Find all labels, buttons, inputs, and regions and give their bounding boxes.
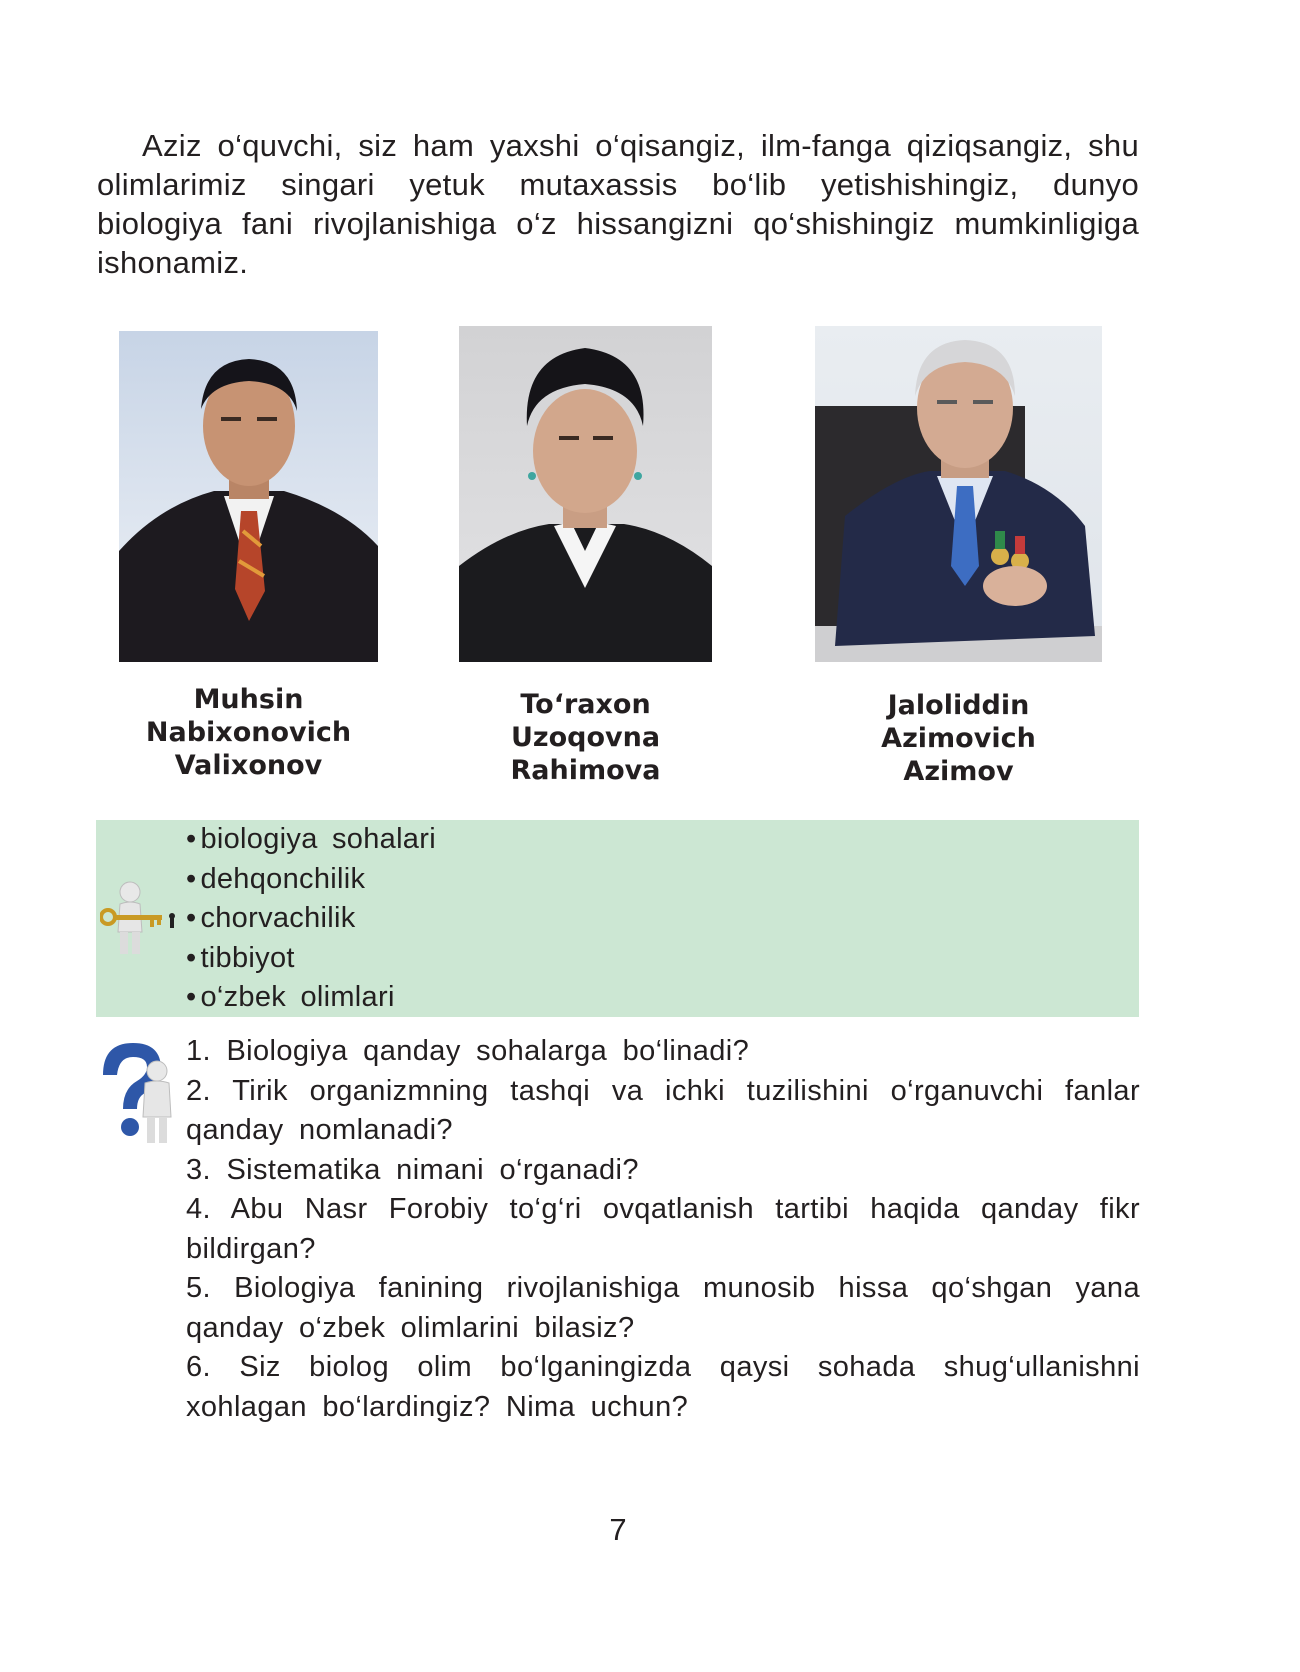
page-number: 7 bbox=[609, 1512, 627, 1547]
question-item: 3. Sistematika nimani o‘rganadi? bbox=[186, 1153, 639, 1186]
question-item: 4. Abu Nasr Forobiy to‘g‘ri ovqatlanish tartibi haqida qanday fikr bildirgan? bbox=[186, 1193, 1140, 1265]
list-item: • chorvachilik bbox=[186, 899, 436, 939]
caption-scientist-3 bbox=[815, 689, 1102, 788]
caption-line: Nabixonovich bbox=[145, 717, 352, 748]
caption-line: Azimov bbox=[903, 756, 1014, 787]
question-person-icon bbox=[95, 1037, 180, 1148]
caption-line: Valixonov bbox=[174, 750, 323, 781]
list-item: • biologiya sohalari bbox=[186, 820, 436, 860]
key-person-icon bbox=[100, 880, 178, 958]
caption-scientist-1 bbox=[119, 683, 378, 782]
questions-list bbox=[186, 1032, 1140, 1427]
caption-line: Rahimova bbox=[510, 755, 661, 786]
caption-scientist-2 bbox=[459, 688, 712, 787]
portrait-photo-rahimova bbox=[459, 326, 712, 662]
question-item: 1. Biologiya qanday sohalarga bo‘linadi? bbox=[186, 1035, 750, 1067]
caption-line: Uzoqovna bbox=[510, 722, 661, 753]
caption-line: Jaloliddin bbox=[887, 690, 1030, 721]
intro-paragraph: Aziz o‘quvchi, siz ham yaxshi o‘qisangiz, ilm-fanga qiziqsangiz, shu olimlarimiz singari yetuk mutaxassis bo‘lib yetishishingiz, dunyo biologiya fani rivojlanishiga o‘z hissangizni qo‘shishingiz mumkinligiga ishonamiz. bbox=[97, 128, 1139, 280]
key-terms-list bbox=[186, 820, 436, 1018]
portrait-photo-azimov bbox=[815, 326, 1102, 662]
question-item: 6. Siz biolog olim bo‘lganingizda qaysi sohada shug‘ullanishni xohlagan bo‘lardingiz? Nima uchun? bbox=[186, 1351, 1140, 1423]
list-item: • tibbiyot bbox=[186, 939, 436, 979]
list-item: • o‘zbek olimlari bbox=[186, 978, 436, 1018]
portrait-photo-valixonov bbox=[119, 331, 378, 662]
question-item: 5. Biologiya fanining rivojlanishiga munosib hissa qo‘shgan yana qanday o‘zbek olimlarini bilasiz? bbox=[186, 1272, 1140, 1344]
question-item: 2. Tirik organizmning tashqi va ichki tuzilishini o‘rganuvchi fanlar qanday nomlanadi? bbox=[186, 1074, 1140, 1146]
caption-line: Muhsin bbox=[193, 684, 304, 715]
list-item: • dehqonchilik bbox=[186, 860, 436, 900]
caption-line: To‘raxon bbox=[520, 689, 651, 720]
caption-line: Azimovich bbox=[881, 723, 1036, 754]
